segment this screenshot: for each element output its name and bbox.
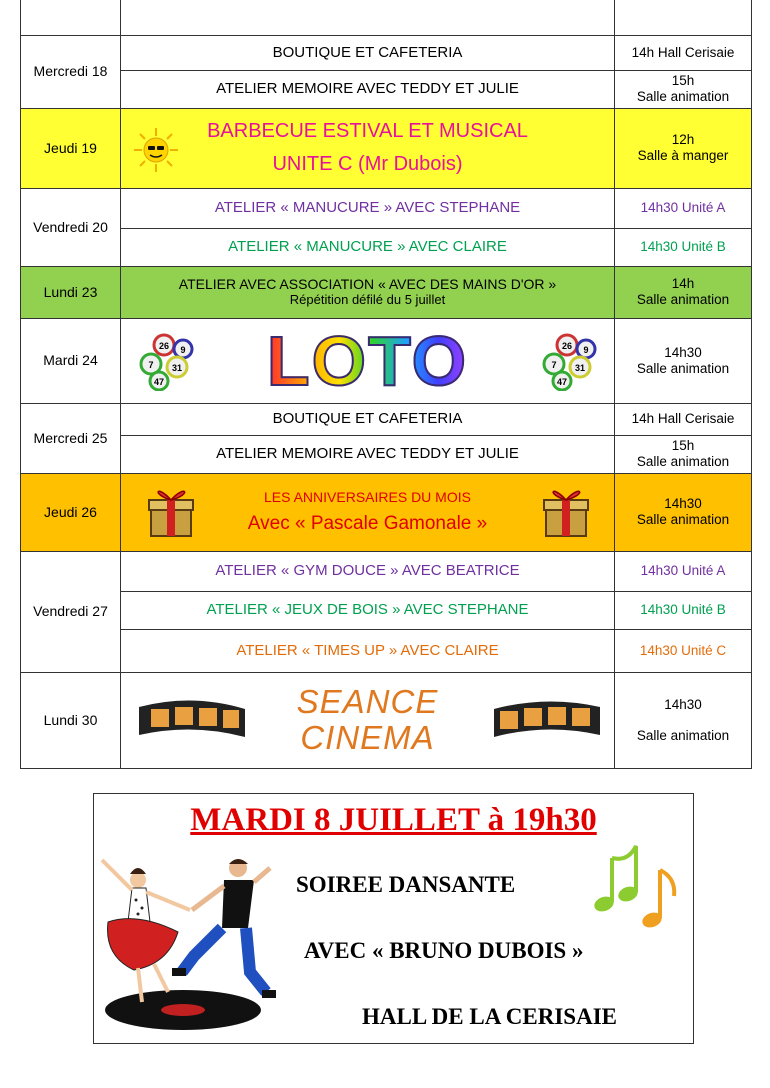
location-label: Salle animation [636, 292, 730, 307]
location-label: Salle animation [636, 512, 730, 527]
location-label: Salle animation [636, 360, 730, 376]
day-label: Lundi 23 [21, 266, 121, 318]
film-strip-icon [137, 695, 247, 745]
loto-title: LOTO [266, 321, 469, 400]
ball-number: 26 [561, 340, 573, 351]
time-label: 14h30 Unité B [615, 228, 752, 266]
soiree-line-location: HALL DE LA CERISAIE [362, 1004, 617, 1029]
schedule-top-spacer [21, 0, 752, 35]
schedule-table [20, 0, 752, 769]
activity-cell [121, 672, 615, 768]
schedule-row [21, 551, 752, 591]
time-label: 15h [671, 73, 695, 89]
soiree-line-dance: SOIREE DANSANTE [296, 872, 516, 897]
location-label: Salle animation [636, 89, 730, 104]
activity-subtitle: UNITE C (Mr Dubois) [272, 153, 463, 175]
ball-number: 7 [551, 359, 557, 370]
day-label: Jeudi 26 [21, 473, 121, 551]
sun-icon [133, 127, 179, 173]
schedule-row [21, 473, 752, 551]
day-label: Lundi 30 [21, 672, 121, 768]
activity-label: ATELIER « MANUCURE » AVEC CLAIRE [121, 228, 615, 266]
schedule-row [21, 266, 752, 318]
film-strip-icon [492, 695, 602, 745]
time-cell [615, 70, 752, 108]
activity-label: ATELIER « TIMES UP » AVEC CLAIRE [121, 629, 615, 672]
time-label: 14h Hall Cerisaie [615, 403, 752, 435]
time-cell [615, 318, 752, 403]
activity-cell [121, 318, 615, 403]
time-label: 14h30 [664, 344, 702, 360]
location-label: Salle animation [636, 727, 730, 743]
gift-icon [542, 484, 594, 540]
day-label: Vendredi 20 [21, 188, 121, 266]
ball-number: 47 [556, 376, 568, 387]
time-label: 12h [671, 132, 695, 148]
schedule-row [21, 403, 752, 435]
activity-subtitle: Avec « Pascale Gamonale » [247, 513, 488, 535]
day-label: Mardi 24 [21, 318, 121, 403]
activity-label: BOUTIQUE ET CAFETERIA [121, 403, 615, 435]
day-label: Mercredi 25 [21, 403, 121, 473]
ball-number: 31 [574, 362, 586, 373]
dancing-couple-icon [98, 852, 288, 1040]
time-cell [615, 266, 752, 318]
activity-label: ATELIER « JEUX DE BOIS » AVEC STEPHANE [121, 591, 615, 629]
time-cell [615, 435, 752, 473]
schedule-row [21, 318, 752, 403]
activity-label: ATELIER « MANUCURE » AVEC STEPHANE [121, 188, 615, 228]
schedule-row [21, 35, 752, 70]
time-cell [615, 473, 752, 551]
activity-subtitle: Répétition défilé du 5 juillet [289, 291, 446, 307]
activity-cell [121, 108, 615, 188]
activity-label: BOUTIQUE ET CAFETERIA [121, 35, 615, 70]
schedule-row [21, 70, 752, 108]
time-label: 14h30 Unité A [615, 551, 752, 591]
time-label: 14h Hall Cerisaie [615, 35, 752, 70]
schedule-row [21, 435, 752, 473]
day-label: Mercredi 18 [21, 35, 121, 108]
day-label: Vendredi 27 [21, 551, 121, 672]
time-label: 14h30 Unité B [615, 591, 752, 629]
activity-title: LES ANNIVERSAIRES DU MOIS [264, 489, 471, 506]
soiree-announcement [93, 793, 694, 1044]
time-label: 14h [671, 276, 695, 292]
time-cell [615, 108, 752, 188]
location-label: Salle animation [636, 454, 730, 469]
ball-number: 7 [148, 359, 154, 370]
activity-label: ATELIER « GYM DOUCE » AVEC BEATRICE [121, 551, 615, 591]
ball-number: 31 [171, 362, 183, 373]
ball-number: 47 [153, 376, 165, 387]
cinema-title-line1: SEANCE [296, 682, 439, 720]
schedule-row [21, 188, 752, 228]
activity-title: ATELIER AVEC ASSOCIATION « AVEC DES MAINS D'OR » [178, 276, 557, 293]
location-label: Salle à manger [637, 148, 729, 163]
schedule-row [21, 672, 752, 768]
activity-title: BARBECUE ESTIVAL ET MUSICAL [207, 120, 528, 142]
activity-label: ATELIER MEMOIRE AVEC TEDDY ET JULIE [121, 70, 615, 108]
time-label: 14h30 [664, 696, 702, 712]
lottery-balls-icon [131, 331, 201, 391]
time-label: 14h30 Unité A [615, 188, 752, 228]
time-label: 14h30 [664, 496, 702, 512]
time-cell [615, 672, 752, 768]
schedule-row [21, 108, 752, 188]
schedule-row [21, 629, 752, 672]
ball-number: 9 [583, 344, 589, 355]
lottery-balls-icon [534, 331, 604, 391]
time-label: 15h [671, 438, 695, 454]
gift-icon [147, 484, 199, 540]
activity-label: ATELIER MEMOIRE AVEC TEDDY ET JULIE [121, 435, 615, 473]
schedule-row [21, 228, 752, 266]
soiree-headline: MARDI 8 JUILLET à 19h30 [190, 802, 597, 838]
ball-number: 26 [158, 340, 170, 351]
ball-number: 9 [180, 344, 186, 355]
activity-cell [121, 473, 615, 551]
activity-cell [121, 266, 615, 318]
music-notes-icon [584, 838, 684, 938]
schedule-row [21, 591, 752, 629]
day-label: Jeudi 19 [21, 108, 121, 188]
time-label: 14h30 Unité C [615, 629, 752, 672]
cinema-title-line2: CINEMA [300, 719, 435, 756]
soiree-line-artist: AVEC « BRUNO DUBOIS » [304, 938, 584, 963]
